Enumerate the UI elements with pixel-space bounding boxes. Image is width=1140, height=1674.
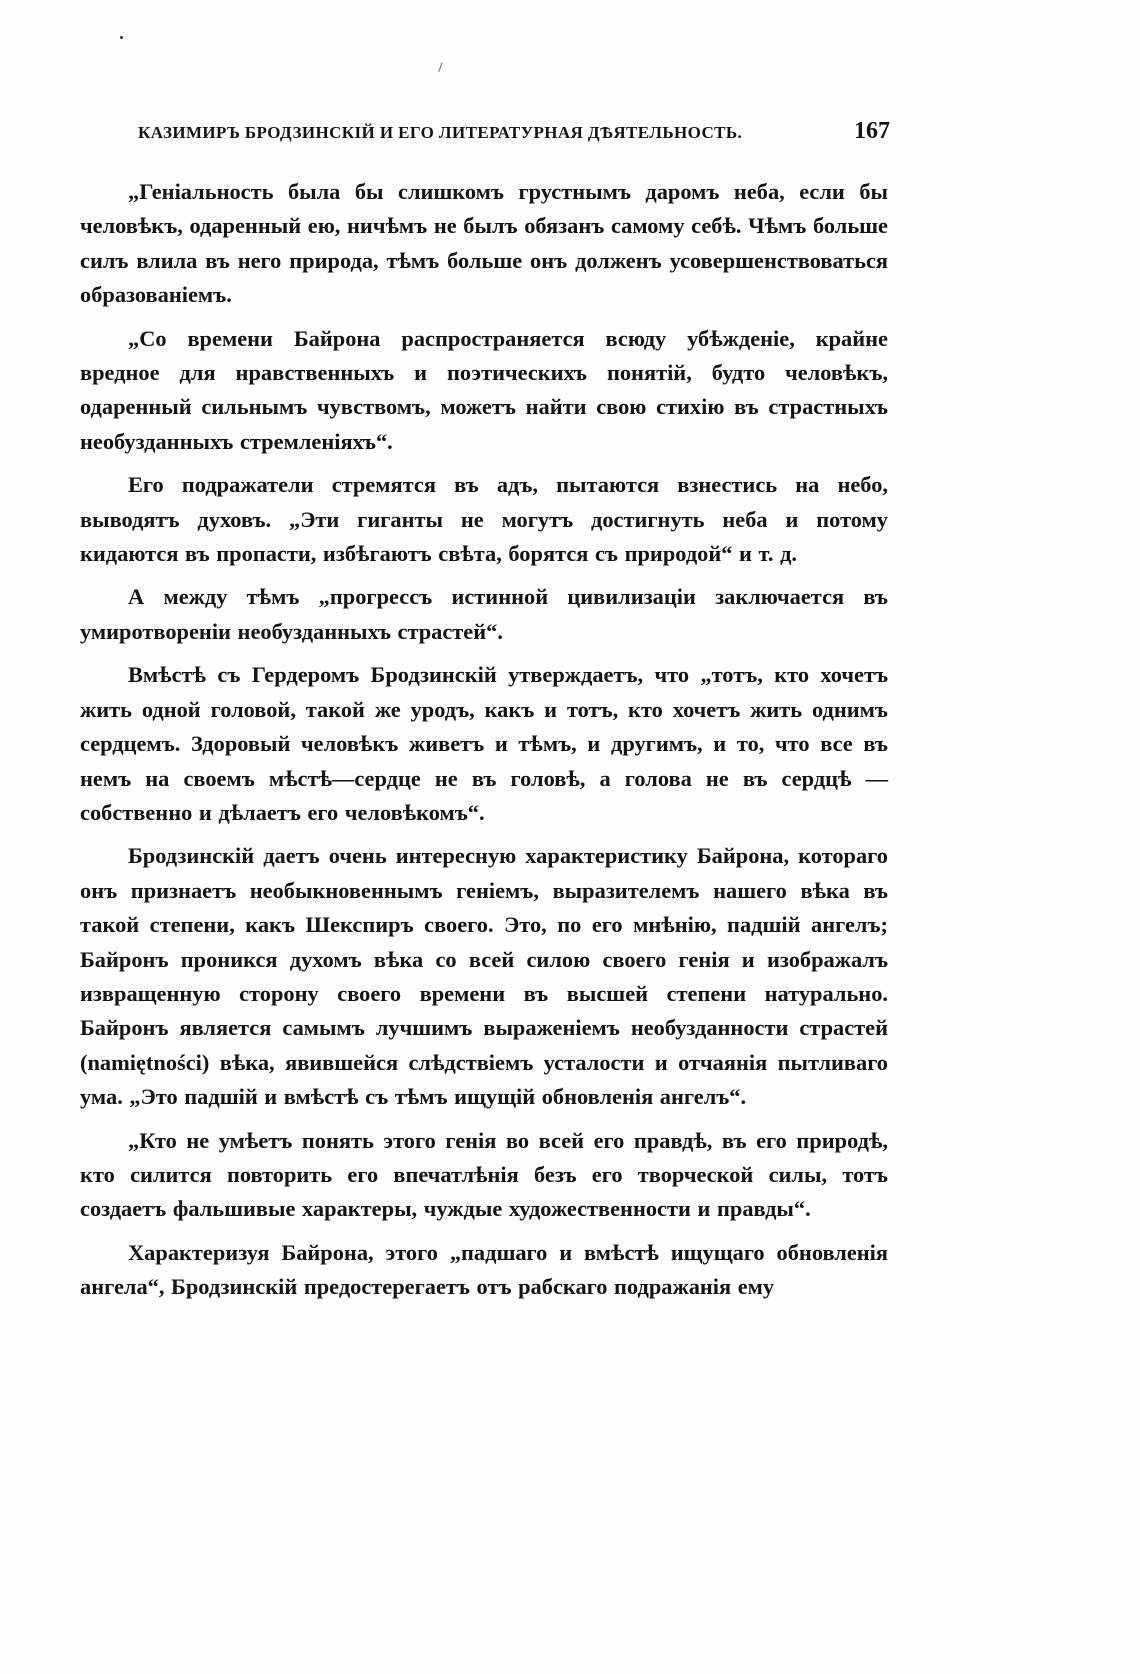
ink-speck — [438, 62, 442, 72]
paragraph: Вмѣстѣ съ Гердеромъ Бродзинскій утверждаетъ, что „тотъ, кто хочетъ жить одной головой, такой же уродъ, какъ и тотъ, кто хочетъ жить однимъ сердцемъ. Здоровый человѣкъ живетъ и тѣмъ, и другимъ, и то, что все въ немъ на своемъ мѣстѣ—сердце не въ головѣ, а голова не въ сердцѣ — собственно и дѣлаетъ его человѣкомъ“. — [80, 662, 888, 825]
paragraph: Характеризуя Байрона, этого „падшаго и вмѣстѣ ищущаго обновленія ангела“, Бродзинскій предостерегаетъ отъ рабскаго подражанія ему — [80, 1239, 888, 1300]
body-text — [80, 175, 888, 1305]
paragraph: „Кто не умѣетъ понять этого генія во всей его правдѣ, въ его природѣ, кто силится повторить его впечатлѣнія безъ его творческой силы, тотъ создаетъ фальшивые характеры, чуждые художественности и правды“. — [80, 1127, 888, 1222]
book-page — [80, 118, 888, 1314]
ink-speck — [120, 36, 123, 39]
paragraph: „Геніальность была бы слишкомъ грустнымъ даромъ неба, если бы человѣкъ, одаренный ею, ничѣмъ не былъ обязанъ самому себѣ. Чѣмъ больше силъ влила въ него природа, тѣмъ больше онъ долженъ усовершенствоваться образованіемъ. — [80, 179, 888, 308]
paragraph: Бродзинскій даетъ очень интересную характеристику Байрона, котораго онъ признаетъ необыкновеннымъ геніемъ, выразителемъ нашего вѣка въ такой степени, какъ Шекспиръ своего. Это, по его мнѣнію, падшій ангелъ; Байронъ проникся духомъ вѣка со всей силою своего генія и изображалъ извращенную сторону своего времени въ высшей степени натурально. Байронъ является самымъ лучшимъ выраженіемъ необузданности страстей (namiętności) вѣка, явившейся слѣдствіемъ усталости и отчаянія пытливаго ума. „Это падшій и вмѣстѣ съ тѣмъ ищущій обновленія ангелъ“. — [80, 843, 888, 1110]
running-title: КАЗИМИРЪ БРОДЗИНСКІЙ И ЕГО ЛИТЕРАТУРНАЯ ДѢЯТЕЛЬНОСТЬ. — [138, 123, 743, 142]
paragraph: „Со времени Байрона распространяется всюду убѣжденіе, крайне вредное для нравственныхъ и поэтическихъ понятій, будто человѣкъ, одаренный сильнымъ чувствомъ, можетъ найти свою стихію въ страстныхъ необузданныхъ стремленіяхъ“. — [80, 325, 888, 454]
page-number: 167 — [854, 118, 890, 144]
paragraph: А между тѣмъ „прогрессъ истинной цивилизаціи заключается въ умиротвореніи необузданныхъ страстей“. — [80, 584, 888, 644]
running-header — [138, 118, 888, 145]
paragraph: Его подражатели стремятся въ адъ, пытаются взнестись на небо, выводятъ духовъ. „Эти гиганты не могутъ достигнуть неба и потому кидаются въ пропасти, избѣгаютъ свѣта, борятся съ природой“ и т. д. — [80, 472, 888, 567]
